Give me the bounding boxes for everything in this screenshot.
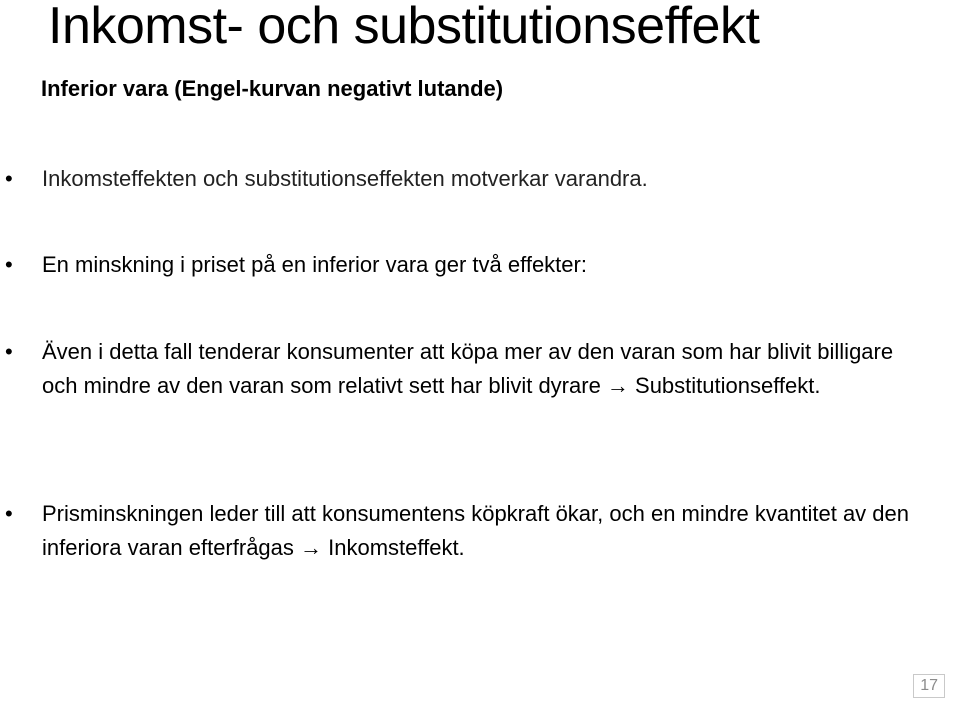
bullet-dot-icon: •: [5, 166, 13, 191]
bullet-text: Inkomsteffekten och substitutionseffekten motverkar varandra.: [42, 166, 648, 191]
page-number: 17: [913, 674, 945, 698]
bullet-text: Även i detta fall tenderar konsumenter att köpa mer av den varan som har blivit billigare och mindre av den varan som relativt sett har blivit dyrare → Substitutionseffekt.: [42, 339, 894, 398]
bullet-dot-icon: •: [5, 501, 13, 526]
slide-title: Inkomst- och substitutionseffekt: [48, 0, 760, 55]
bullet-dot-icon: •: [5, 339, 13, 364]
bullet-text: Prisminskningen leder till att konsumentens köpkraft ökar, och en mindre kvantitet av den inferiora varan efterfrågas → Inkomsteffekt.: [42, 501, 910, 560]
slide-subheading: Inferior vara (Engel-kurvan negativt lutande): [41, 76, 504, 101]
bullet-dot-icon: •: [5, 252, 13, 277]
bullet-text: En minskning i priset på en inferior vara ger två effekter:: [42, 252, 587, 277]
